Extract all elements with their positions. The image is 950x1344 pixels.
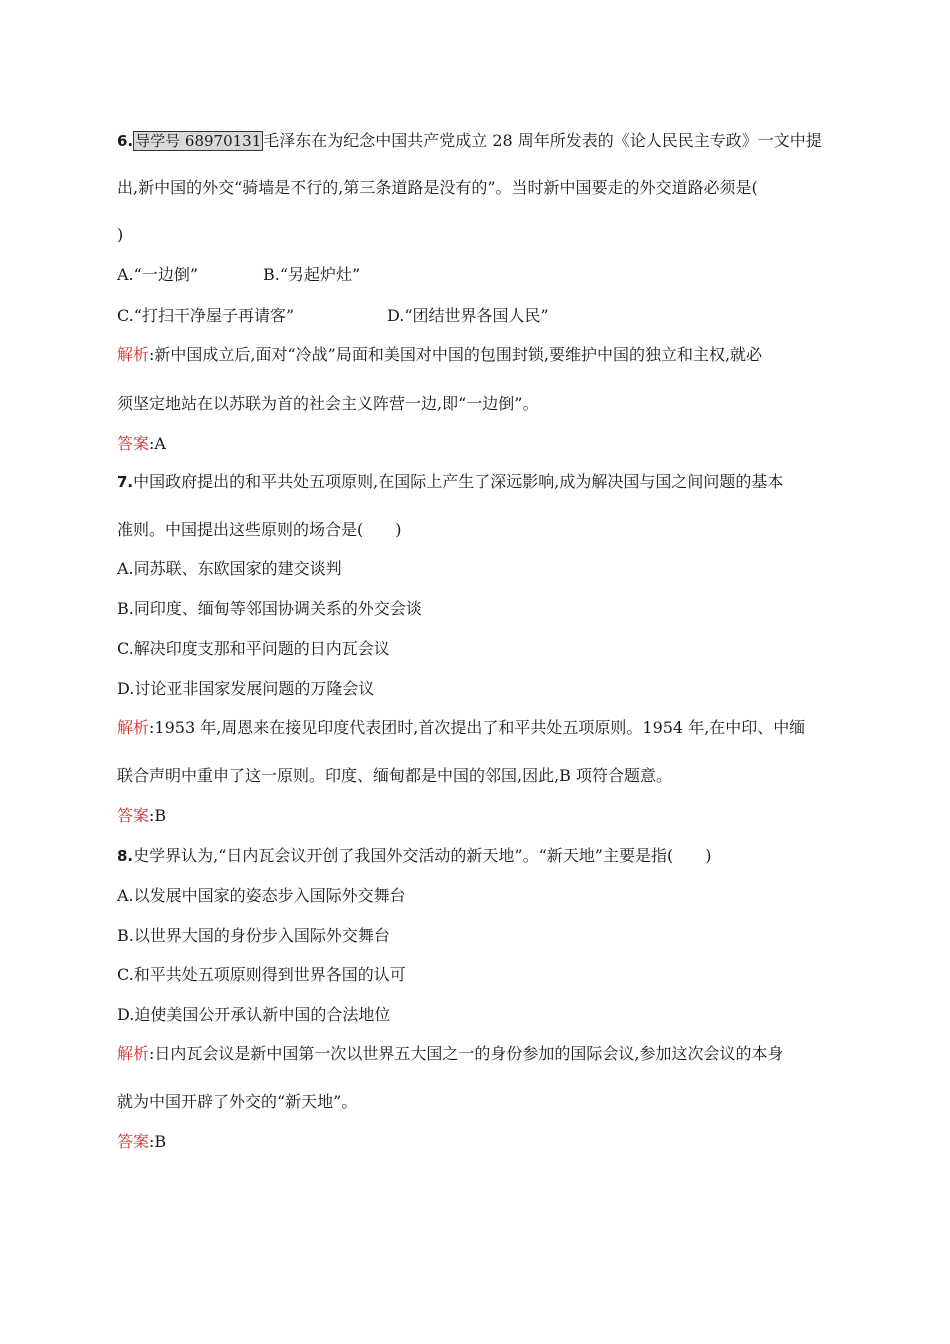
- q7-analysis-label: 解析: [117, 718, 150, 737]
- q8-analysis-line-2: 就为中国开辟了外交的“新天地”。: [117, 1092, 358, 1111]
- q8-stem-text-1: 史学界认为,“日内瓦会议开创了我国外交活动的新天地”。“新天地”主要是指( ): [133, 846, 712, 865]
- q8-answer-value: :B: [149, 1132, 167, 1151]
- q8-answer: [117, 1131, 166, 1153]
- q6-options-cd: [117, 305, 549, 327]
- q6-analysis-text-1: :新中国成立后,面对“冷战”局面和美国对中国的包围封锁,要维护中国的独立和主权,就必: [149, 345, 763, 364]
- q6-guide-tag[interactable]: 导学号 68970131: [135, 132, 262, 150]
- q7-option-d[interactable]: D.讨论亚非国家发展问题的万隆会议: [117, 679, 375, 698]
- q6-answer-label: 答案: [117, 434, 150, 453]
- q7-number: 7.: [117, 473, 134, 491]
- q8-option-b[interactable]: B.以世界大国的身份步入国际外交舞台: [117, 926, 390, 945]
- q7-answer-label: 答案: [117, 806, 150, 825]
- q8-option-c[interactable]: C.和平共处五项原则得到世界各国的认可: [117, 965, 406, 984]
- q8-answer-label: 答案: [117, 1132, 150, 1151]
- q6-option-b[interactable]: B.“另起炉灶”: [263, 265, 361, 284]
- q7-analysis-text-1: :1953 年,周恩来在接见印度代表团时,首次提出了和平共处五项原则。1954 年,在中印、中缅: [149, 718, 806, 737]
- q8-analysis-text-1: :日内瓦会议是新中国第一次以世界五大国之一的身份参加的国际会议,参加这次会议的本身: [149, 1044, 784, 1063]
- q8-option-d[interactable]: D.迫使美国公开承认新中国的合法地位: [117, 1005, 391, 1024]
- q7-option-c[interactable]: C.解决印度支那和平问题的日内瓦会议: [117, 639, 390, 658]
- q7-stem-line-1: [117, 471, 783, 493]
- q8-stem-line-1: [117, 845, 711, 867]
- q7-analysis-line-2: 联合声明中重申了这一原则。印度、缅甸都是中国的邻国,因此,B 项符合题意。: [117, 766, 673, 785]
- q6-option-a[interactable]: A.“一边倒”: [117, 265, 199, 284]
- q7-option-a[interactable]: A.同苏联、东欧国家的建交谈判: [117, 559, 342, 578]
- q8-number: 8.: [117, 847, 134, 865]
- q6-number: 6.: [117, 132, 134, 150]
- q6-stem-line-2: 出,新中国的外交“骑墙是不行的,第三条道路是没有的”。当时新中国要走的外交道路必须是(: [117, 178, 758, 197]
- q7-option-b[interactable]: B.同印度、缅甸等邻国协调关系的外交会谈: [117, 599, 422, 618]
- q6-answer-value: :A: [149, 434, 166, 453]
- q7-answer-value: :B: [149, 806, 167, 825]
- q6-analysis-line-2: 须坚定地站在以苏联为首的社会主义阵营一边,即“一边倒”。: [117, 394, 539, 413]
- q8-option-a[interactable]: A.以发展中国家的姿态步入国际外交舞台: [117, 886, 406, 905]
- q7-analysis-line-1: [117, 717, 805, 739]
- q6-options-ab: [117, 264, 361, 286]
- q6-option-d[interactable]: D.“团结世界各国人民”: [387, 306, 549, 325]
- q6-answer: [117, 433, 166, 455]
- q7-stem-text-1: 中国政府提出的和平共处五项原则,在国际上产生了深远影响,成为解决国与国之间问题的基本: [133, 472, 784, 491]
- q6-analysis-line-1: [117, 344, 762, 366]
- q8-analysis-line-1: [117, 1043, 784, 1065]
- q6-stem-text-1: 毛泽东在为纪念中国共产党成立 28 周年所发表的《论人民民主专政》一文中提: [263, 131, 822, 150]
- q7-answer: [117, 805, 166, 827]
- q8-analysis-label: 解析: [117, 1044, 150, 1063]
- q6-analysis-label: 解析: [117, 345, 150, 364]
- q7-stem-line-2: 准则。中国提出这些原则的场合是( ): [117, 520, 402, 539]
- q6-stem-line-3: ): [117, 225, 124, 244]
- q6-stem-line-1: [117, 130, 822, 152]
- q6-option-c[interactable]: C.“打扫干净屋子再请客”: [117, 306, 295, 325]
